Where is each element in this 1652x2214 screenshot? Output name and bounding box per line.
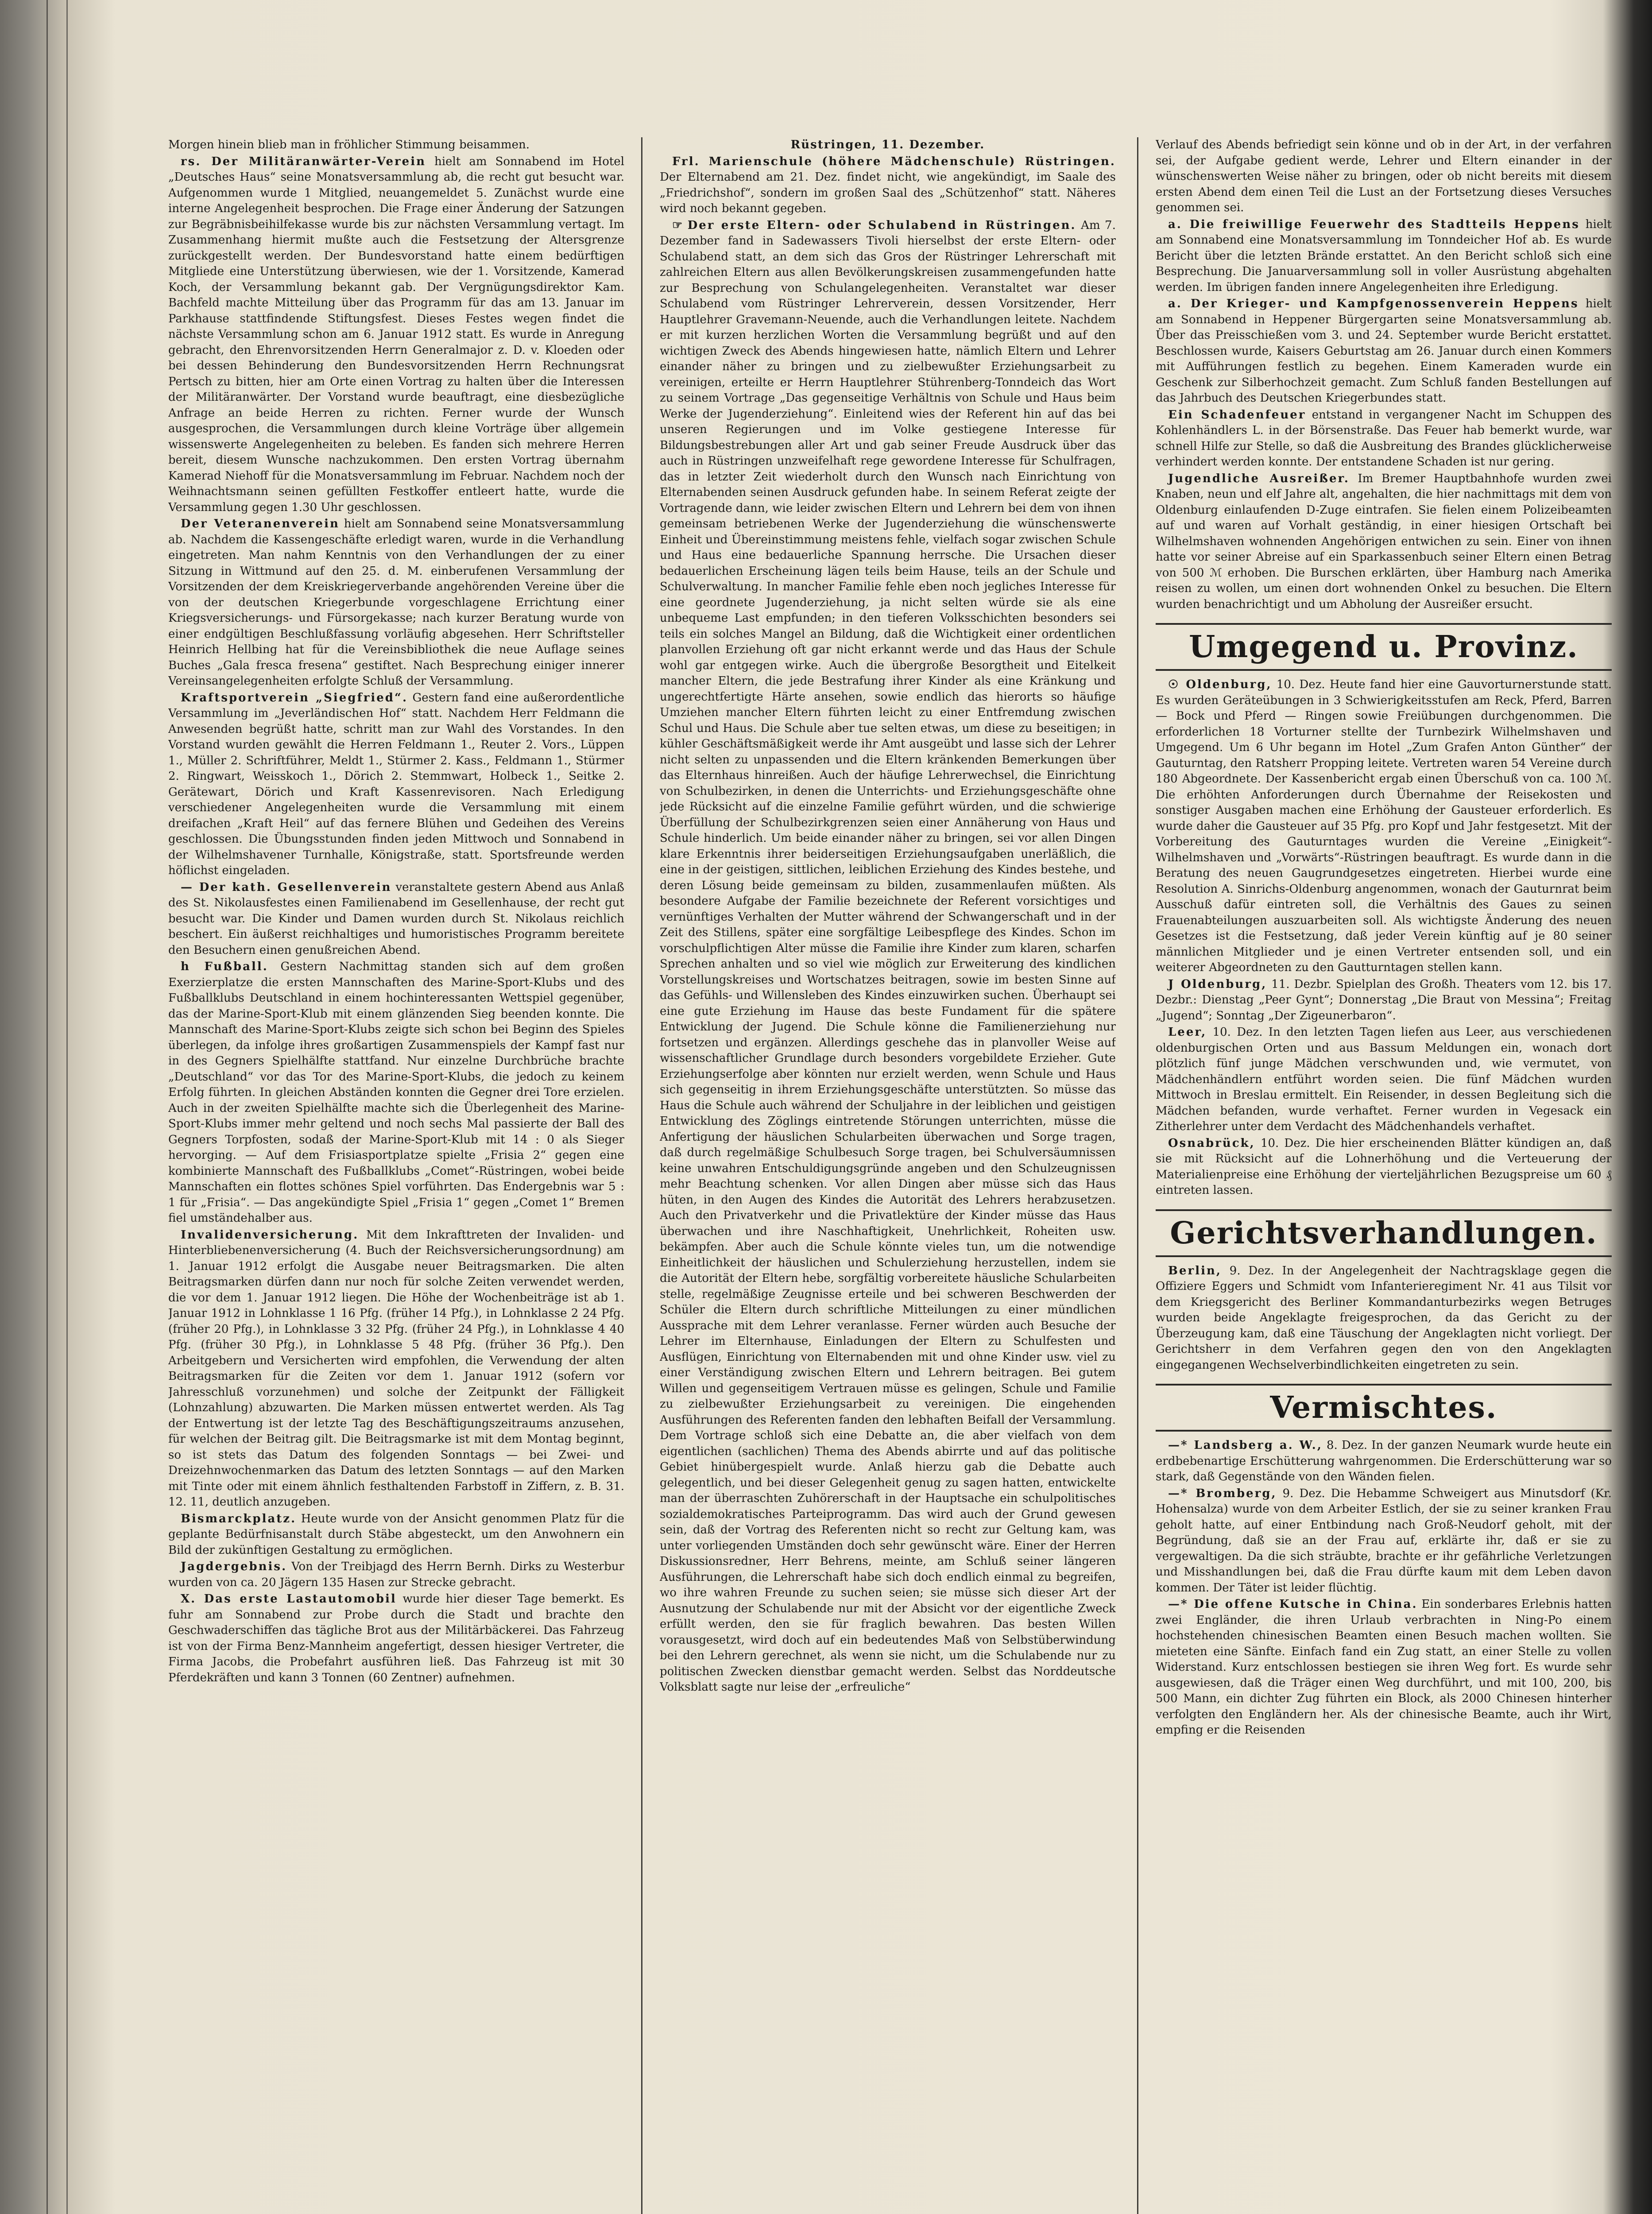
article-text: Gestern Nachmittag standen sich auf dem großen Exerzierplatze die ersten Mannschaften des Marine-Sport-Klubs und des Fußballklubs Deutschland in einem hochinteressanten Wettspiel gegenüber, das der Marine-Sport-Klub mit einem glänzenden Sieg beenden konnte. Die Mannschaft des Marine-Sport-Klubs zeigte sich schon bei Beginn des Spieles überlegen, da infolge ihres großartigen Zusammenspiels der Kampf fast nur in des Gegners Spielhälfte stattfand. Nur einzelne Durchbrüche brachte „Deutschland“ vor das Tor des Marine-Sport-Klubs, die jedoch zu keinem Erfolg führten. In gleichen Abständen konnten die Gegner drei Tore erzielen. Auch in der zweiten Spielhälfte machte sich die Überlegenheit des Marine-Sport-Klubs immer mehr geltend und noch sechs Mal passierte der Ball des Gegners Torpfosten, sodaß der Marine-Sport-Klub mit 14 : 0 als Sieger hervorging. — Auf dem Frisiasportplatze spielte „Frisia 2“ gegen eine kombinierte Mannschaft des Fußballklubs „Comet“-Rüstringen, wobei beide Mannschaften ein flottes schönes Spiel vorführten. Das Endergebnis war 5 : 1 für „Frisia“. — Das angekündigte Spiel „Frisia 1“ gegen „Comet 1“ Bremen fiel umständehalber aus.: [168, 960, 624, 1225]
column-1: [168, 137, 624, 2214]
article-paragraph: [1156, 977, 1612, 1024]
binding-edge-line: [46, 0, 48, 2214]
article-text: Mit dem Inkrafttreten der Invaliden- und Hinterbliebenenversicherung (4. Buch der Reichsversicherungsordnung) am 1. Januar 1912 erfolgt die Ausgabe neuer Beitragsmarken. Die alten Beitragsmarken dürfen dann nur noch für solche Zeiten verwendet werden, die vor dem 1. Januar 1912 liegen. Die Höhe der Wochenbeiträge ist ab 1. Januar 1912 in Lohnklasse 1 16 Pfg. (früher 14 Pfg.), in Lohnklasse 2 24 Pfg. (früher 20 Pfg.), in Lohnklasse 3 32 Pfg. (früher 24 Pfg.), in Lohnklasse 4 40 Pfg. (früher 30 Pfg.), in Lohnklasse 5 48 Pfg. (früher 36 Pfg.). Den Arbeitgebern und Versicherten wird empfohlen, die Verwendung der alten Beitragsmarken für die Zeiten vor dem 1. Januar 1912 (sofern vor Jahresschluß vorzunehmen) und solche der Zeitpunkt der Fälligkeit (Lohnzahlung) abzuwarten. Die Marken müssen entwertet werden. Als Tag der Entwertung ist der letzte Tag des Beschäftigungszeitraums anzusehen, für welchen der Beitrag gilt. Die Beitragsmarke ist mit dem Montag beginnt, so ist stets das Datum des folgenden Sonntags — bei Zwei- und Dreizehnwochenmarken das Datum des letzten Sonntags — auf den Marken mit Tinte oder mit einem ähnlich festhaltenden Farbstoff in Ziffern, z. B. 31. 12. 11, deutlich anzugeben.: [168, 1228, 624, 1509]
article-lead: a. Die freiwillige Feuerwehr des Stadtteils Heppens: [1168, 217, 1580, 231]
article-paragraph: [168, 516, 624, 689]
article-text: 11. Dezbr. Spielplan des Großh. Theaters vom 12. bis 17. Dezbr.: Dienstag „Peer Gynt“; Donnerstag „Die Braut von Messina“; Freitag „Jugend“; Sonntag „Der Zigeunerbaron“.: [1156, 977, 1612, 1022]
article-lead: —* Bromberg,: [1168, 1486, 1277, 1500]
article-text: 8. Dez. In der ganzen Neumark wurde heute ein erdbebenartige Erschütterung wahrgenommen. Die Erderschütterung war so stark, daß Gegenstände von den Wänden fielen.: [1156, 1439, 1612, 1483]
article-text: Am 7. Dezember fand in Sadewassers Tivoli hierselbst der erste Eltern- oder Schulabend statt, an dem sich das Gros der Rüstringer Lehrerschaft mit zahlreichen Eltern aus allen Bevölkerungskreisen zusammengefunden hatte zur Besprechung von Schulangelegenheiten. Veranstaltet war dieser Schulabend vom Rüstringer Lehrerverein, dessen Vorsitzender, Herr Hauptlehrer Gravemann-Neuende, auch die Verhandlungen leitete. Nachdem er mit kurzen herzlichen Worten die Versammlung begrüßt und auf den wichtigen Zweck des Abends hingewiesen hatte, nämlich Eltern und Lehrer einander näher zu bringen und zu zielbewußter Erziehungsarbeit zu vereinigen, erteilte er Herrn Hauptlehrer Stührenberg-Tonndeich das Wort zu seinem Vortrage „Das gegenseitige Verhältnis von Schule und Haus beim Werke der Jugenderziehung“. Einleitend wies der Referent hin auf das bei unseren Regierungen und im Volke gestiegene Interesse für Bildungsbestrebungen aller Art und gab seiner Freude Ausdruck über das auch in Rüstringen unzweifelhaft rege gewordene Interesse für Schulfragen, das in letzter Zeit wiederholt durch den Wunsch nach Einrichtung von Elternabenden seinen Ausdruck gefunden habe. In seinem Referat zeigte der Vortragende dann, wie leider zwischen Eltern und Lehrern bei dem von ihnen gemeinsam betriebenen Werke der Jugenderziehung die wünschenswerte Einheit und Übereinstimmung meistens fehle, vielfach sogar zwischen Schule und Haus eine bedauerliche Spannung herrsche. Die Ursachen dieser bedauerlichen Erscheinung lägen teils beim Hause, teils an der Schule und Schulverwaltung. In mancher Familie fehle eben noch jegliches Interesse für eine geordnete Jugenderziehung, ja nicht selten würde sie als eine unbequeme Last empfunden; in den tieferen Volksschichten besonders sei teils ein solches Mangel an Bildung, daß die Wichtigkeit einer ordentlichen planvollen Erziehung oft gar nicht erkannt werde und das Haus der Schule wohl gar entgegen wirke. Auch die übergroße Besorgtheit und Eitelkeit mancher Eltern, die jede Bestrafung ihrer Kinder als eine Kränkung und ungerechtfertigte Härte ansehen, sowie endlich das hierorts so häufige Umziehen mancher Eltern führten leicht zu einer Entfremdung zwischen Schul und Haus. Die Schule aber tue selten etwas, um diese zu beseitigen; in kühler Geschäftsmäßigkeit werde ihr Amt ausgeübt und lasse sich der Lehrer nicht selten zu unpassenden und die Eltern kränkenden Bemerkungen über das Elternhaus hinreißen. Auch der häufige Lehrerwechsel, die Einrichtung von Schulbezirken, in denen die Unterrichts- und Erziehungsgeschäfte ohne jede Rücksicht auf die einzelne Familie geführt würden, und die schwierige Überfüllung der Schulbezirkgrenzen seien einer Annäherung von Haus und Schule hinderlich. Um beide einander näher zu bringen, sei vor allen Dingen klare Erkenntnis ihrer beiderseitigen Erziehungsaufgaben unerläßlich, die eine in der geistigen, sittlichen, leiblichen Erziehung des Kindes bestehe, und deren Lösung beide gemeinsam zu bilden, zusammenlaufen müßten. Als besondere Aufgabe der Familie bezeichnete der Referent vorsichtiges und vernünftiges Verhalten der Mutter während der Schwangerschaft und in der Zeit des Stillens, später eine sorgfältige Leibespflege des Kindes. Schon im vorschulpflichtigen Alter müsse die Familie ihre Kinder zum klaren, scharfen Sprechen anhalten und so viel wie möglich zur Erweiterung des kindlichen Vorstellungskreises und Wortschatzes beitragen, sowie im besten Sinne auf das Gefühls- und Willensleben des Kindes einzuwirken suchen. Überhaupt sei eine gute Erziehung im Hause das beste Fundament für die spätere Entwicklung der Jugend. Die Schule könne die Familienerziehung nur fortsetzen und ergänzen. Allerdings geschehe das in planvoller Weise auf wissenschaftlicher Grundlage durch besonders vorgebildete Erzieher. Gute Erziehungserfolge aber könnten nur erzielt werden, wenn Schule und Haus sich gegenseitig in ihrem Erziehungsgeschäfte unterstützten. So müsse das Haus die Schule auch während der Schuljahre in der leiblichen und geistigen Entwicklung des Zöglings eintretende Störungen unterrichten, müsse die Anfertigung der häuslichen Schularbeiten überwachen und Sorge tragen, daß durch regelmäßige Schulbesuch Sorge tragen, bei Schulversäumnissen keine unwahren Entschuldigungsgründe angeben und den Schulzeugnissen mehr Beachtung schenken. Vor allen Dingen aber müsse sich das Haus hüten, in den Augen des Kindes die Autorität des Lehrers herabzusetzen. Auch den Privatverkehr und die Privatlektüre der Kinder müsse das Haus überwachen und ihre Naschhaftigkeit, Unehrlichkeit, Roheiten usw. bekämpfen. Aber auch die Schule könnte vieles tun, um die notwendige Einheitlichkeit der häuslichen und Schulerziehung herzustellen, indem sie die Autorität der Eltern hebe, sorgfältig vorbereitete häusliche Schularbeiten stelle, regelmäßige Zeugnisse erteile und bei schweren Beschwerden der Schüler die Eltern durch schriftliche Mitteilungen zu einer mündlichen Aussprache mit dem Lehrer veranlasse. Ferner würden auch Besuche der Lehrer im Elternhause, Einladungen der Eltern zu Schulfesten und Ausflügen, Einrichtung von Elternabenden mit und ohne Kinder usw. viel zu einer Verständigung zwischen Eltern und Lehrern beitragen. Bei gutem Willen und gegenseitigem Vertrauen müsse es gelingen, Schule und Familie zu zielbewußter Erziehungsarbeit zu vereinigen. Die eingehenden Ausführungen des Referenten fanden den lebhaften Beifall der Versammlung. Dem Vortrage schloß sich eine Debatte an, die aber vielfach von dem eigentlichen (sachlichen) Thema des Abends abirrte und auf das politische Gebiet hinübergespielt wurde. Anlaß hierzu gab die Debatte auch gelegentlich, und bei dieser Gelegenheit genug zu sagen hatten, entwickelte man der überraschten Zuhörerschaft in der Hauptsache ein schulpolitisches sozialdemokratisches Parteiprogramm. Das wird auch der Grund gewesen sein, daß der Vortrag des Referenten nicht so recht zur Geltung kam, was unter vorliegenden Umständen doch sehr gewünscht wäre. Einer der Herren Diskussionsredner, Herr Behrens, meinte, am Schluß seiner längeren Ausführungen, die Lehrerschaft habe sich doch endlich einmal zu begreifen, wo ihre wahren Freunde zu suchen seien; sie müsse sich dieser Art der Ausnutzung der Schulabende nur mit der Absicht vor der eigentliche Zweck erfüllt werden, den sie für fraglich bewahren. Das besten Willen vorausgesetzt, wird doch auf ein bedeutendes Maß von Selbstüberwindung bei den Lehrern gerechnet, als wenn sie nicht, um die Schulabende nur zu politischen Zwecken dienstbar gemacht werden. Selbst das Norddeutsche Volksblatt sagte nur leise der „erfreuliche“: [660, 218, 1116, 1694]
article-paragraph: [168, 154, 624, 516]
article-text: 10. Dez. Die hier erscheinenden Blätter kündigen an, daß sie mit Rücksicht auf die Lohnerhöhung und die Verteuerung der Materialienpreise eine Erhöhung der vierteljährlichen Bezugspreise um 60 ₰ eintreten lassen.: [1156, 1136, 1612, 1197]
article-lead: ☉ Oldenburg,: [1168, 678, 1272, 691]
article-lead: Der Veteranenverein: [181, 517, 340, 530]
article-lead: Osnabrück,: [1168, 1136, 1255, 1150]
article-lead: —* Die offene Kutsche in China.: [1168, 1598, 1418, 1611]
article-lead: Ein Schadenfeuer: [1168, 408, 1306, 422]
article-lead: Leer,: [1168, 1026, 1207, 1039]
article-paragraph: [1156, 1263, 1612, 1374]
article-text: hielt am Sonnabend im Hotel „Deutsches Haus“ seine Monatsversammlung ab, die recht gut besucht war. Aufgenommen wurde 1 Mitglied, neuangemeldet 5. Zunächst wurde eine interne Angelegenheit besprochen. Die Frage einer Änderung der Satzungen zur Begräbnisbeihilfekasse wurde bis zur nächsten Versammlung vertagt. Im Zusammenhang hiermit mußte auch die Festsetzung der Altersgrenze zurückgestellt werden. Der Bundesvorstand hatte einem bedürftigen Mitgliede eine Unterstützung überwiesen, wie der 1. Vorsitzende, Kamerad Koch, der Versammlung bekannt gab. Der Vergnügungsdirektor Kam. Bachfeld machte Mitteilung über das Programm für das am 13. Januar im Parkhause stattfindende Stiftungsfest. Dieses Festes wegen findet die nächste Versammlung schon am 6. Januar 1912 statt. Es wurde in Anregung gebracht, den Ehrenvorsitzenden Herrn Generalmajor z. D. v. Kloeden oder bei dessen Behinderung den Bundesvorsitzenden Herrn Rechnungsrat Pertsch zu bitten, hier am Orte einen Vortrag zu halten über die Interessen der Militäranwärter. Der Vorstand wurde beauftragt, eine diesbezügliche Anfrage an beide Herren zu richten. Ferner wurde der Wunsch ausgesprochen, die Versammlungen durch kleine Vorträge über allgemein wissenswerte Angelegenheiten zu beleben. Es fanden sich mehrere Herren bereit, diesem Wunsche nachzukommen. Den ersten Vortrag übernahm Kamerad Niehoff für die Monatsversammlung im Februar. Nachdem noch der Weihnachtsmann seinen gefüllten Festkoffer entleert hatte, wurde die Versammlung gegen 1.30 Uhr geschlossen.: [168, 155, 624, 514]
article-text: 9. Dez. Die Hebamme Schweigert aus Minutsdorf (Kr. Hohensalza) wurde von dem Arbeiter Estlich, der sie zu seiner kranken Frau geholt hatte, auf einer Entbindung nach Groß-Neudorf geholt, mit der Begründung, daß sie an der Frau auf, erklärte ihr, daß er sie zu vergewaltigen. Da die sich sträubte, brachte er ihr gefährliche Verletzungen und Misshandlungen bei, daß die Frau dürfte kaum mit dem Leben davon kommen. Der Täter ist leider flüchtig.: [1156, 1486, 1612, 1595]
article-paragraph: [168, 959, 624, 1227]
article-text: entstand in vergangener Nacht im Schuppen des Kohlenhändlers L. in der Börsenstraße. Das Feuer hab bemerkt wurde, war schnell Hilfe zur Stelle, so daß die Ausbreitung des Brandes glücklicherweise verhindert werden konnte. Der entstandene Schaden ist nur gering.: [1156, 408, 1612, 468]
article-paragraph: [660, 154, 1116, 217]
local-dateline: Rüstringen, 11. Dezember.: [790, 138, 985, 151]
article-lead: Der erste Eltern- oder Schulabend in Rüstringen.: [687, 218, 1076, 232]
article-lead: a. Der Krieger- und Kampfgenossenverein Heppens: [1168, 297, 1579, 310]
section-heading-region: Umgegend u. Provinz.: [1156, 623, 1612, 671]
article-text: 10. Dez. In den letzten Tagen liefen aus Leer, aus verschiedenen oldenburgischen Orten und aus Bassum Meldungen ein, wonach dort plötzlich fünf junge Mädchen verschwunden und, wie vermutet, von Mädchenhändlern entführt worden seien. Die fünf Mädchen wurden Mittwoch in Breslau ermittelt. Ein Reisender, in dessen Begleitung sich die Mädchen befanden, wurde verhaftet. Ferner wurden in Vegesack ein Zitherlehrer unter dem Verdacht des Mädchenhandels verhaftet.: [1156, 1026, 1612, 1133]
article-paragraph: [1156, 1438, 1612, 1485]
article-paragraph: [168, 1559, 624, 1591]
section-heading-courts: Gerichtsverhandlungen.: [1156, 1209, 1612, 1257]
article-lead: Berlin,: [1168, 1264, 1222, 1277]
article-lead: Jagdergebnis.: [181, 1560, 287, 1573]
article-text: Ein sonderbares Erlebnis hatten zwei Engländer, die ihren Urlaub verbrachten in Ning-Po einem hochstehenden chinesischen Beamten einen Besuch machen wollten. Sie mieteten eine Sänfte. Einfach fand ein Zug statt, an einer Stelle zu vollen Widerstand. Kurz entschlossen bestiegen sie ihren Weg fort. Es wurde sehr ausgewiesen, daß die Träger einen Weg durchführt, und mit 100, 200, bis 500 Mann, ein dichter Zug führten ein Block, als 2000 Chinesen hinterher verfolgten den Engländern her. Als der chinesische Beamte, auch ihr Wirt, empfing er die Reisenden: [1156, 1598, 1612, 1737]
article-paragraph: [1156, 1597, 1612, 1738]
article-lead: —* Landsberg a. W.,: [1168, 1439, 1323, 1452]
article-paragraph: [1156, 1136, 1612, 1199]
article-paragraph: [1156, 471, 1612, 613]
article-text: Im Bremer Hauptbahnhofe wurden zwei Knaben, neun und elf Jahre alt, angehalten, die hier nachmittags mit dem von Oldenburg einlaufenden D-Zuge eintrafen. Sie fielen einem Polizeibeamten auf und waren auf Vorhalt geständig, in einer hiesigen Ortschaft bei Wilhelmshaven wohnenden Angehörigen entwichen zu sein. Einer von ihnen hatte vor seiner Abreise auf ein Sparkassenbuch seiner Eltern einen Betrag von 500 ℳ erhoben. Die Burschen erklärten, über Hamburg nach Amerika reisen zu wollen, um einen dort wohnenden Onkel zu besuchen. Die Eltern wurden benachrichtigt und um Abholung der Ausreißer ersucht.: [1156, 472, 1612, 611]
section-heading-misc: Vermischtes.: [1156, 1384, 1612, 1432]
article-paragraph: [1156, 677, 1612, 976]
article-lead: rs. Der Militäranwärter-Verein: [181, 155, 426, 168]
article-paragraph: [168, 1227, 624, 1510]
article-text: 9. Dez. In der Angelegenheit der Nachtragsklage gegen die Offiziere Eggers und Schmidt vom Infanterieregiment Nr. 41 aus Tilsit vor dem Kriegsgericht des Berliner Kommandanturbezirks wegen Betruges wurden beide Angeklagte freigesprochen, da das Gericht zu der Überzeugung kam, daß eine Täuschung der Angeklagten nicht vorliegt. Der Gerichtsherr in dem Verfahren gegen den von den Angeklagten eingegangenen Wechselverbindlichkeiten eingetreten zu sein.: [1156, 1264, 1612, 1372]
article-lead: X. Das erste Lastautomobil: [181, 1592, 397, 1606]
article-paragraph: Morgen hinein blieb man in fröhlicher Stimmung beisammen.: [168, 138, 530, 151]
article-paragraph: [168, 690, 624, 879]
binding-edge-line: [66, 0, 68, 2214]
article-text: hielt am Sonnabend eine Monatsversammlung im Tonndeicher Hof ab. Es wurde Bericht über die letzten Brände erstattet. An den Bericht schloß sich eine Besprechung. Die Januarversammlung soll in voller Ausrüstung abgehalten werden. Im übrigen fanden innere Angelegenheiten ihre Erledigung.: [1156, 217, 1612, 294]
article-text: wurde hier dieser Tage bemerkt. Es fuhr am Sonnabend zur Probe durch die Stadt und brachte den Geschwaderschiffen das tägliche Brot aus der Militärbäckerei. Das Fahrzeug ist von der Firma Benz-Mannheim angefertigt, dessen hiesiger Vertreter, die Firma Jacobs, die Probefahrt ausführen ließ. Das Fahrzeug ist mit 30 Pferdekräften und kann 3 Tonnen (60 Zentner) aufnehmen.: [168, 1592, 624, 1684]
article-text: Gestern fand eine außerordentliche Versammlung im „Jeverländischen Hof“ statt. Nachdem Herr Feldmann die Anwesenden begrüßt hatte, schritt man zur Wahl des Vorstandes. In den Vorstand wurden gewählt die Herren Feldmann 1., Reuter 2. Vors., Lüppen 1., Müller 2. Schriftführer, Meldt 1., Stürmer 2. Kass., Feldmann 1., Stürmer 2. Ringwart, Weisskoch 1., Dörich 2. Stemmwart, Holbeck 1., Seitke 2. Gerätewart, Dörich und Kraft Kassenrevisoren. Nach Erledigung verschiedener Angelegenheiten wurde die Versammlung mit einem dreifachen „Kraft Heil“ auf das fernere Blühen und Gedeihen des Vereins geschlossen. Die Übungsstunden finden jeden Mittwoch und Sonnabend in der Wilhelmshavener Turnhalle, Königstraße, statt. Sportsfreunde werden höflichst eingeladen.: [168, 691, 624, 877]
column-2: [660, 137, 1116, 2214]
article-lead: J Oldenburg,: [1168, 977, 1267, 991]
article-lead: Kraftsportverein „Siegfried“.: [181, 691, 408, 704]
article-lead: Invalidenversicherung.: [181, 1228, 359, 1242]
article-text: hielt am Sonnabend in Heppener Bürgergarten seine Monatsversammlung ab. Über das Preisschießen vom 3. und 24. September wurde Bericht erstattet. Beschlossen wurde, Kaisers Geburtstag am 26. Januar durch einen Kommers mit Aufführungen festlich zu begehen. Einem Kameraden wurde ein Geschenk zur Silberhochzeit gemacht. Zum Schluß fanden Bestellungen auf das Jahrbuch des Deutschen Kriegerbundes statt.: [1156, 297, 1612, 405]
column-rule: [641, 137, 642, 2214]
article-paragraph: Verlauf des Abends befriedigt sein könne und ob in der Art, in der verfahren sei, der Aufgabe gedient werde, Lehrer und Eltern einander in der wünschenswerten Weise näher zu bringen, oder ob nicht bereits mit diesem ersten Abend dem einen Teil die Lust an der Fortsetzung dieses Versuches genommen sei.: [1156, 138, 1612, 214]
article-paragraph: [1156, 296, 1612, 406]
pointing-hand-icon: ☞: [672, 218, 688, 232]
article-lead: Bismarckplatz.: [181, 1512, 297, 1525]
article-paragraph: [1156, 407, 1612, 470]
article-text: Heute wurde von der Ansicht genommen Platz für die geplante Bedürfnisanstalt durch Stäbe abgesteckt, um den Anwohnern ein Bild der zukünftigen Gestaltung zu ermöglichen.: [168, 1512, 624, 1557]
article-lead: Jugendliche Ausreißer.: [1168, 472, 1350, 485]
column-rule: [1137, 137, 1138, 2214]
article-lead: h Fußball.: [181, 960, 268, 973]
article-text: 10. Dez. Heute fand hier eine Gauvorturnerstunde statt. Es wurden Geräteübungen in 3 Schwierigkeitsstufen am Reck, Pferd, Barren — Bock und Pferd — Ringen sowie Freiübungen durchgenommen. Die erforderlichen 18 Vorturner stellte der Turnbezirk Wilhelmshaven und Umgegend. Um 6 Uhr begann im Hotel „Zum Grafen Anton Günther“ der Gauturntag, den Ratsherr Propping leitete. Vertreten waren 54 Vereine durch 180 Abgeordnete. Der Kassenbericht ergab einen Überschuß von ca. 100 ℳ. Die erhöhten Anforderungen durch Übernahme der Reisekosten und sonstiger Ausgaben machen eine Erhöhung der Gausteuer erforderlich. Es wurde daher die Gausteuer auf 35 Pfg. pro Kopf und Jahr festgesetzt. Mit der Vorbereitung des Gauturntages wurden die Vereine „Einigkeit“-Wilhelmshaven und „Vorwärts“-Rüstringen beauftragt. Es wurde dann in die Beratung des neuen Gaugrundgesetzes eingetreten. Hierbei wurde eine Resolution A. Sinrichs-Oldenburg angenommen, wonach der Gauturnrat beim Ausschuß dafür eintreten soll, die Verhältnis des Gaues zu seinen Frauenabteilungen auszuarbeiten soll. Als wichtigste Änderung des neuen Gesetzes ist die Festsetzung, daß jeder Verein künftig auf je 80 seiner männlichen Mitglieder und je einen Vertreter entsenden soll, und ein weiterer Abgeordneten zu den Gautturntagen stellen kann.: [1156, 678, 1612, 974]
article-text: hielt am Sonnabend seine Monatsversammlung ab. Nachdem die Kassengeschäfte erledigt waren, wurde in die Verhandlung eingetreten. Man nahm Kenntnis von den Verhandlungen der zu einer Sitzung in Wittmund auf den 25. d. M. einberufenen Versammlung der Vorsitzenden der dem Kreiskriegerverbande angehörenden Vereine über die von der deutschen Kriegerbunde vorgeschlagene Errichtung einer Kriegsversicherungs- und Fürsorgekasse; nach kurzer Beratung wurde von einer endgültigen Beschlußfassung vorläufig abgesehen. Herr Schriftsteller Heinrich Hellbing hat für die Vereinsbibliothek die neue Auflage seines Buches „Gala fresca fresena“ gestiftet. Nach Besprechung einiger innerer Vereinsangelegenheiten erfolgte Schluß der Versammlung.: [168, 517, 624, 688]
article-paragraph: [1156, 217, 1612, 296]
newspaper-page: [168, 111, 1612, 2214]
article-paragraph: [168, 880, 624, 959]
article-paragraph: [1156, 1025, 1612, 1135]
article-text: veranstaltete gestern Abend aus Anlaß des St. Nikolausfestes einen Familienabend im Gesellenhause, der recht gut besucht war. Die Kinder und Damen wurden durch St. Nikolaus reichlich beschert. Ein äußerst reichhaltiges und humoristisches Programm bereitete den Besuchern einen genußreichen Abend.: [168, 880, 624, 957]
article-text: Von der Treibjagd des Herrn Bernh. Dirks zu Westerbur wurden von ca. 20 Jägern 135 Hasen zur Strecke gebracht.: [168, 1560, 624, 1589]
article-paragraph: [660, 218, 1116, 1695]
article-paragraph: [168, 1511, 624, 1559]
article-lead: — Der kath. Gesellenverein: [181, 880, 392, 894]
article-lead: Frl. Marienschule (höhere Mädchenschule) Rüstringen.: [672, 155, 1116, 168]
column-3: [1156, 137, 1612, 2214]
article-paragraph: [168, 1591, 624, 1686]
article-paragraph: [1156, 1486, 1612, 1596]
article-text: Der Elternabend am 21. Dez. findet nicht, wie angekündigt, im Saale des „Friedrichshof“, sondern im großen Saal des „Schützenhof“ statt. Näheres wird noch bekannt gegeben.: [660, 170, 1116, 215]
